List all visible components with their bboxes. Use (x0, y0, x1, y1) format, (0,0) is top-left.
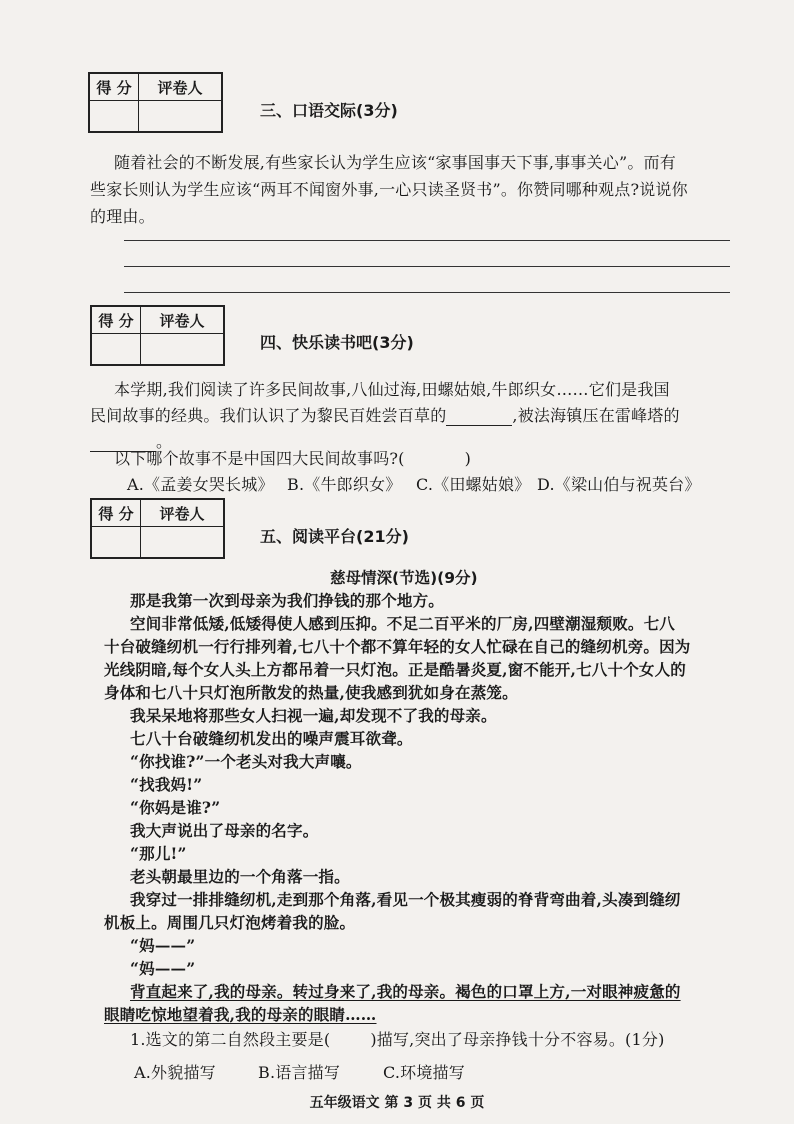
score-label: 得 分 (91, 306, 141, 334)
option-d: D.《梁山伯与祝英台》 (537, 475, 701, 494)
answer-line-1[interactable] (124, 240, 730, 241)
section3-line-2: 些家长则认为学生应该“两耳不闻窗外事,一心只读圣贤书”。你赞同哪种观点?说说你 (90, 180, 688, 199)
section4-line-2b: ,被法海镇压在雷峰塔的 (512, 406, 680, 425)
score-box-section4 (90, 305, 225, 366)
question-text: 以下哪个故事不是中国四大民间故事吗?( (114, 449, 405, 468)
q1-text-a: 1.选文的第二自然段主要是( (130, 1030, 331, 1049)
score-cell[interactable] (91, 334, 141, 366)
passage-para-8: 我大声说出了母亲的名字。 (130, 821, 319, 840)
q1-option-a: A.外貌描写 (134, 1063, 216, 1082)
option-a: A.《孟姜女哭长城》 (127, 475, 274, 494)
page-footer: 五年级语文 第 3 页 共 6 页 (309, 1095, 485, 1111)
passage-para-2-line-3: 光线阴暗,每个女人头上方都吊着一只灯泡。正是酷暑炎夏,窗不能开,七八十个女人的 (104, 660, 686, 679)
score-cell[interactable] (91, 527, 141, 559)
grader-cell[interactable] (141, 334, 225, 366)
section4-question (114, 446, 471, 469)
section3-line-3: 的理由。 (90, 207, 155, 226)
passage-para-4: 七八十台破缝纫机发出的噪声震耳欲聋。 (130, 729, 413, 748)
q1-text-b: )描写,突出了母亲挣钱十分不容易。(1分) (370, 1030, 665, 1049)
grader-label: 评卷人 (139, 73, 223, 101)
section4-line-2a: 民间故事的经典。我们认识了为黎民百姓尝百草的 (90, 406, 447, 425)
option-c: C.《田螺姑娘》 (416, 475, 531, 494)
passage-para-9: “那儿!” (130, 844, 187, 863)
passage-para-14-line-1: 背直起来了,我的母亲。转过身来了,我的母亲。褐色的口罩上方,一对眼神疲惫的 (130, 982, 681, 1001)
passage-para-2-line-2: 十台破缝纫机一行行排列着,七八十个都不算年轻的女人忙碌在自己的缝纫机旁。因为 (104, 637, 691, 656)
section4-line-3-end: 。 (156, 432, 173, 451)
section4-title: 四、快乐读书吧(3分) (260, 333, 414, 352)
grader-cell[interactable] (139, 101, 223, 133)
passage-para-10: 老头朝最里边的一个角落一指。 (130, 867, 350, 886)
grader-label: 评卷人 (141, 306, 225, 334)
section3-title: 三、口语交际(3分) (260, 101, 398, 120)
grader-label: 评卷人 (141, 499, 225, 527)
score-label: 得 分 (89, 73, 139, 101)
answer-line-2[interactable] (124, 266, 730, 267)
fill-blank-1[interactable] (446, 406, 512, 426)
passage-title: 慈母情深(节选)(9分) (330, 569, 478, 587)
passage-para-5: “你找谁?”一个老头对我大声嚷。 (130, 752, 362, 771)
question-1 (130, 1027, 665, 1050)
q1-option-c: C.环境描写 (383, 1063, 465, 1082)
passage-para-6: “找我妈!” (130, 775, 203, 794)
option-b: B.《牛郎织女》 (287, 475, 402, 494)
q1-option-b: B.语言描写 (258, 1063, 341, 1082)
passage-para-14-line-2: 眼睛吃惊地望着我,我的母亲的眼睛…… (104, 1005, 377, 1024)
section5-title: 五、阅读平台(21分) (260, 527, 409, 546)
passage-para-7: “你妈是谁?” (130, 798, 221, 817)
passage-para-2-line-4: 身体和七八十只灯泡所散发的热量,使我感到犹如身在蒸笼。 (104, 683, 518, 702)
answer-line-3[interactable] (124, 292, 730, 293)
passage-para-2-line-1: 空间非常低矮,低矮得使人感到压抑。不足二百平米的厂房,四壁潮湿颓败。七八 (130, 614, 675, 633)
passage-para-11-line-1: 我穿过一排排缝纫机,走到那个角落,看见一个极其瘦弱的脊背弯曲着,头凑到缝纫 (130, 890, 681, 909)
passage-para-1: 那是我第一次到母亲为我们挣钱的那个地方。 (130, 591, 445, 610)
section3-line-1: 随着社会的不断发展,有些家长认为学生应该“家事国事天下事,事事关心”。而有 (114, 153, 676, 172)
passage-para-3: 我呆呆地将那些女人扫视一遍,却发现不了我的母亲。 (130, 706, 497, 725)
score-cell[interactable] (89, 101, 139, 133)
section4-line-2 (90, 403, 680, 426)
passage-para-12: “妈——” (130, 936, 196, 955)
score-box-section3 (88, 72, 223, 133)
section4-line-1: 本学期,我们阅读了许多民间故事,八仙过海,田螺姑娘,牛郎织女……它们是我国 (114, 380, 670, 399)
score-label: 得 分 (91, 499, 141, 527)
grader-cell[interactable] (141, 527, 225, 559)
score-box-section5 (90, 498, 225, 559)
passage-para-11-line-2: 机板上。周围几只灯泡烤着我的脸。 (104, 913, 356, 932)
question-end: ) (464, 449, 472, 468)
passage-para-13: “妈——” (130, 959, 196, 978)
